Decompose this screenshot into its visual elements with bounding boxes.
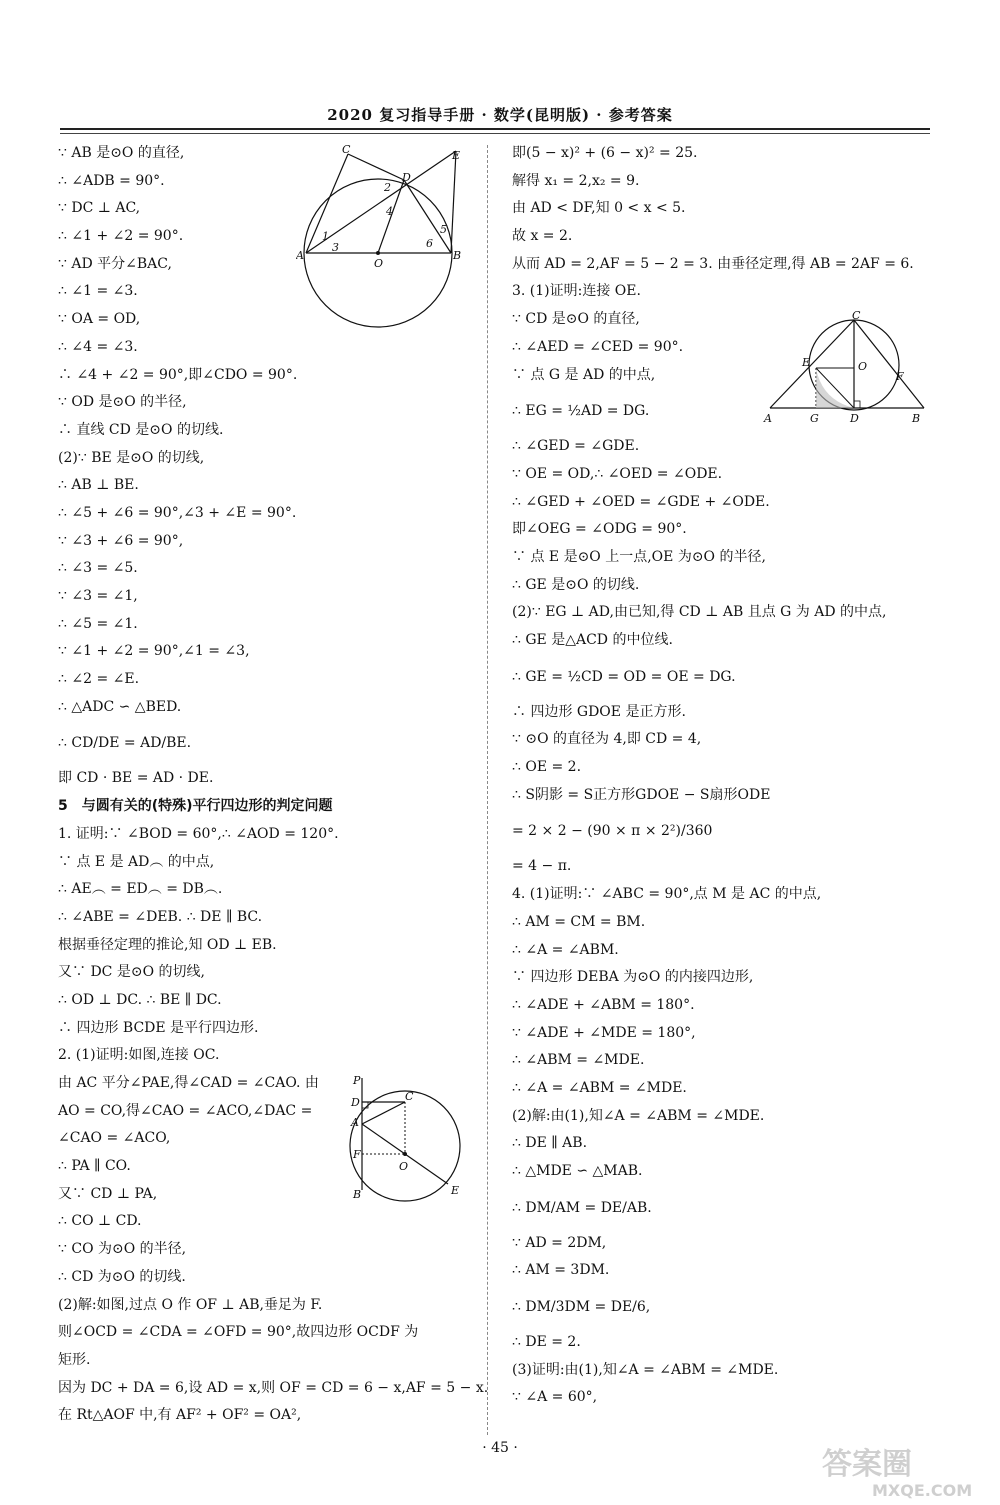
right-line: 4. (1)证明:∵ ∠ABC = 90°,点 M 是 AC 的中点,: [512, 886, 822, 903]
right-line: ∵ ∠ADE + ∠MDE = 180°,: [512, 1024, 696, 1041]
right-line: ∵ 点 E 是⊙O 上一点,OE 为⊙O 的半径,: [512, 548, 766, 565]
fig3-label: E: [451, 1184, 460, 1197]
left-line: ∴ ∠3 = ∠5.: [58, 560, 138, 577]
left-line: 又∵ DC 是⊙O 的切线,: [58, 964, 205, 981]
figure-circle-tangent: [296, 143, 472, 353]
right-line: (3)证明:由(1),知∠A = ∠ABM = ∠MDE.: [512, 1361, 779, 1378]
header-rule: [60, 128, 930, 130]
right-line: ∵ AD = 2DM,: [512, 1234, 607, 1251]
right-line: ∴ 四边形 GDOE 是正方形.: [512, 703, 686, 720]
left-line: ∴ ∠4 = ∠3.: [58, 338, 138, 355]
right-line: 3. (1)证明:连接 OE.: [512, 283, 641, 300]
right-line: ∴ DE ∥ AB.: [512, 1135, 588, 1152]
left-line: ∴ ∠2 = ∠E.: [58, 671, 140, 688]
left-line: ∴ ∠5 + ∠6 = 90°,∠3 + ∠E = 90°.: [58, 504, 297, 521]
right-line: ∵ 四边形 DEBA 为⊙O 的内接四边形,: [512, 969, 754, 986]
left-line: ∴ CD 为⊙O 的切线.: [58, 1268, 186, 1285]
left-line: ∴ △ADC ∽ △BED.: [58, 698, 182, 715]
left-line: ∴ ∠1 = ∠3.: [58, 283, 138, 300]
left-line: ∵ ∠3 + ∠6 = 90°,: [58, 532, 184, 549]
left-line: (2)解:如图,过点 O 作 OF ⊥ AB,垂足为 F.: [58, 1296, 323, 1313]
fig2-label: F: [896, 370, 904, 383]
right-line: ∵ OE = OD,∴ ∠OED = ∠ODE.: [512, 465, 723, 482]
fig3-label: F: [353, 1148, 361, 1161]
watermark-top: 答案圈: [822, 1447, 912, 1482]
left-line: 即 CD · BE = AD · DE.: [58, 770, 214, 787]
left-line: 因为 DC + DA = 6,设 AD = x,则 OF = CD = 6 − x,AF = 5 − x.: [58, 1379, 489, 1396]
right-line: 由 AD < DF,知 0 < x < 5.: [512, 200, 686, 217]
fig2-label: D: [850, 412, 859, 425]
fig1-label: A: [296, 249, 304, 262]
left-line: ∠CAO = ∠ACO,: [58, 1130, 171, 1147]
left-line: ∴ AE︵ = ED︵ = DB︵.: [58, 881, 223, 898]
fig1-label: 4: [386, 205, 393, 218]
left-line: ∵ OD 是⊙O 的半径,: [58, 394, 187, 411]
left-line: ∴ CD/DE = AD/BE.: [58, 735, 192, 752]
right-line: 即(5 − x)² + (6 − x)² = 25.: [512, 145, 698, 161]
right-line: ∴ DM/3DM = DE/6,: [512, 1299, 651, 1316]
left-line: ∵ CO 为⊙O 的半径,: [58, 1241, 187, 1258]
right-line: ∵ CD 是⊙O 的直径,: [512, 311, 640, 328]
fig2-label: B: [912, 412, 921, 425]
fig1-label: E: [452, 149, 461, 162]
page-number: · 45 ·: [482, 1440, 518, 1456]
right-line: = 2 × 2 − (90 × π × 2²)/360: [512, 823, 713, 840]
fig3-label: C: [405, 1090, 414, 1103]
left-line: (2)∵ BE 是⊙O 的切线,: [58, 449, 205, 466]
fig3-label: O: [399, 1160, 409, 1173]
left-line: ∵ 点 E 是 AD︵ 的中点,: [58, 853, 215, 870]
left-line: ∴ OD ⊥ DC. ∴ BE ∥ DC.: [58, 991, 222, 1008]
column-divider: [487, 145, 488, 1435]
fig2-label: G: [810, 412, 819, 425]
right-line: ∴ GE 是△ACD 的中位线.: [512, 632, 673, 648]
fig1-label: C: [342, 143, 351, 156]
fig3-label: P: [353, 1074, 361, 1087]
right-line: ∴ OE = 2.: [512, 759, 582, 776]
left-line: 在 Rt△AOF 中,有 AF² + OF² = OA²,: [58, 1407, 302, 1424]
left-line: ∵ ∠1 + ∠2 = 90°,∠1 = ∠3,: [58, 643, 250, 660]
right-line: ∴ GE = ½CD = OD = OE = DG.: [512, 668, 736, 685]
left-line: 根据垂径定理的推论,知 OD ⊥ EB.: [58, 936, 277, 953]
right-line: 即∠OEG = ∠ODG = 90°.: [512, 521, 687, 538]
right-line: ∴ ∠GED + ∠OED = ∠GDE + ∠ODE.: [512, 493, 770, 510]
fig1-label: 6: [426, 237, 433, 250]
right-line: 从而 AD = 2,AF = 5 − 2 = 3. 由垂径定理,得 AB = 2AF = 6.: [512, 255, 914, 272]
header-rule-thin: [60, 133, 930, 134]
left-line: ∵ OA = OD,: [58, 311, 141, 328]
left-line: ∵ DC ⊥ AC,: [58, 200, 141, 217]
left-line: ∵ ∠3 = ∠1,: [58, 588, 138, 604]
figure-circle-pa: [345, 1072, 470, 1204]
left-line: 则∠OCD = ∠CDA = ∠OFD = 90°,故四边形 OCDF 为: [58, 1324, 419, 1341]
right-line: ∵ ∠A = 60°,: [512, 1389, 598, 1406]
right-line: ∵ ⊙O 的直径为 4,即 CD = 4,: [512, 731, 702, 748]
watermark-logo: [812, 1440, 992, 1500]
right-line: (2)∵ EG ⊥ AD,由已知,得 CD ⊥ AB 且点 G 为 AD 的中点,: [512, 604, 887, 621]
left-line: 5 与圆有关的(特殊)平行四边形的判定问题: [58, 798, 333, 815]
right-line: ∴ DM/AM = DE/AB.: [512, 1199, 652, 1216]
left-line: ∴ 四边形 BCDE 是平行四边形.: [58, 1019, 259, 1036]
right-line: ∴ GE 是⊙O 的切线.: [512, 576, 640, 593]
right-line: ∴ ∠A = ∠ABM = ∠MDE.: [512, 1079, 687, 1096]
fig1-label: O: [374, 257, 384, 270]
right-line: 故 x = 2.: [512, 228, 573, 245]
fig1-label: D: [402, 171, 411, 184]
fig1-label: B: [453, 249, 462, 262]
right-line: ∴ S阴影 = S正方形GDOE − S扇形ODE: [512, 786, 771, 803]
right-line: ∴ ∠ABM = ∠MDE.: [512, 1052, 645, 1069]
page-header: 2020 复习指导手册 · 数学(昆明版) · 参考答案: [327, 106, 673, 124]
fig1-label: 2: [384, 181, 391, 194]
left-line: ∴ AB ⊥ BE.: [58, 477, 139, 494]
left-line: 又∵ CD ⊥ PA,: [58, 1185, 158, 1202]
fig2-label: A: [764, 412, 772, 425]
left-line: ∴ ∠1 + ∠2 = 90°.: [58, 228, 184, 245]
left-line: ∴ ∠4 + ∠2 = 90°,即∠CDO = 90°.: [58, 366, 298, 383]
right-line: ∴ EG = ½AD = DG.: [512, 403, 650, 420]
right-line: ∴ AM = CM = BM.: [512, 913, 646, 930]
right-line: ∴ ∠A = ∠ABM.: [512, 941, 619, 958]
left-line: ∵ AB 是⊙O 的直径,: [58, 145, 185, 161]
left-line: 1. 证明:∵ ∠BOD = 60°,∴ ∠AOD = 120°.: [58, 825, 339, 842]
right-line: 解得 x₁ = 2,x₂ = 9.: [512, 172, 640, 189]
left-line: ∴ ∠ABE = ∠DEB. ∴ DE ∥ BC.: [58, 908, 263, 925]
fig1-label: 3: [332, 241, 339, 254]
left-line: ∴ ∠ADB = 90°.: [58, 172, 165, 189]
right-line: ∵ 点 G 是 AD 的中点,: [512, 366, 656, 383]
fig3-label: D: [351, 1096, 360, 1109]
left-line: ∴ ∠5 = ∠1.: [58, 615, 138, 632]
left-line: 矩形.: [58, 1351, 91, 1368]
right-line: = 4 − π.: [512, 858, 572, 875]
right-line: ∴ DE = 2.: [512, 1334, 581, 1351]
left-line: ∴ CO ⊥ CD.: [58, 1213, 142, 1230]
left-line: ∵ AD 平分∠BAC,: [58, 255, 172, 272]
fig3-label: A: [351, 1116, 359, 1129]
right-line: ∴ △MDE ∽ △MAB.: [512, 1163, 643, 1179]
right-line: ∴ ∠AED = ∠CED = 90°.: [512, 338, 684, 355]
left-line: 由 AC 平分∠PAE,得∠CAD = ∠CAO. 由: [58, 1075, 319, 1091]
left-line: 2. (1)证明:如图,连接 OC.: [58, 1047, 220, 1064]
fig2-label: C: [852, 310, 861, 322]
left-line: AO = CO,得∠CAO = ∠ACO,∠DAC =: [58, 1102, 313, 1119]
right-line: ∴ AM = 3DM.: [512, 1262, 610, 1279]
left-line: ∴ 直线 CD 是⊙O 的切线.: [58, 421, 224, 438]
fig2-label: O: [858, 360, 868, 373]
figure-triangle-circle: [762, 310, 930, 428]
fig3-label: B: [353, 1188, 362, 1201]
right-line: (2)解:由(1),知∠A = ∠ABM = ∠MDE.: [512, 1107, 765, 1124]
fig1-label: 5: [440, 223, 447, 236]
right-line: ∴ ∠GED = ∠GDE.: [512, 438, 640, 455]
fig1-label: 1: [322, 230, 329, 243]
watermark-bottom: MXQE.COM: [872, 1481, 973, 1500]
left-line: ∴ PA ∥ CO.: [58, 1158, 131, 1175]
fig2-label: E: [802, 356, 811, 369]
right-line: ∴ ∠ADE + ∠ABM = 180°.: [512, 996, 695, 1013]
